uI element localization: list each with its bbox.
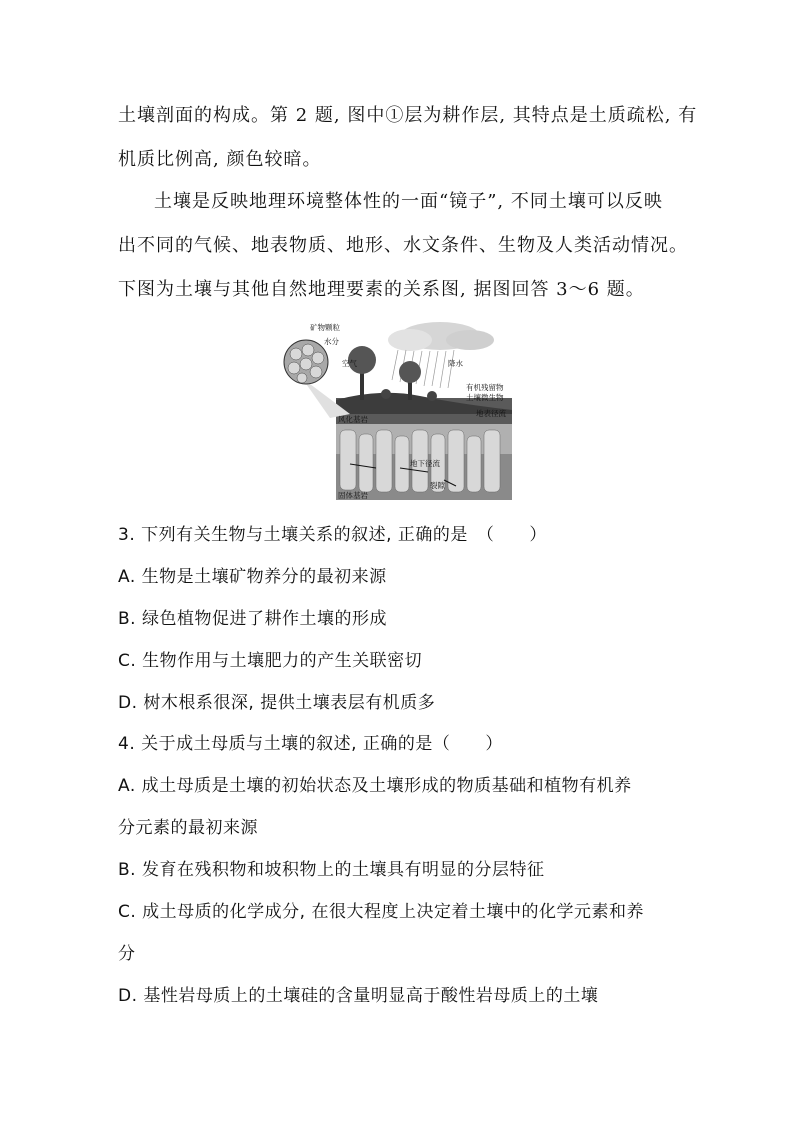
question-3-option-c: C. 生物作用与土壤肥力的产生关联密切: [118, 651, 423, 671]
intro-paragraph: [118, 94, 698, 182]
passage-line-2: 出不同的气候、地表物质、地形、水文条件、生物及人类活动情况。: [118, 235, 688, 256]
label-water: 水分: [324, 337, 339, 346]
label-weathered-rock: 风化基岩: [338, 415, 368, 424]
passage-line-1: 土壤是反映地理环境整体性的一面“镜子”, 不同土壤可以反映: [154, 191, 663, 212]
cloud-shape: [388, 322, 494, 351]
question-4-option-a: A. 成土母质是土壤的初始状态及土壤形成的物质基础和植物有机养: [118, 776, 632, 796]
question-3-option-d: D. 树木根系很深, 提供土壤表层有机质多: [118, 693, 436, 713]
passage-paragraph: [118, 180, 688, 312]
label-air: 空气: [342, 359, 357, 368]
question-4-option-d: D. 基性岩母质上的土壤硅的含量明显高于酸性岩母质上的土壤: [118, 986, 599, 1006]
label-fissure: 裂隙: [430, 481, 445, 490]
question-3-option-b: B. 绿色植物促进了耕作土壤的形成: [118, 609, 387, 629]
label-mineral: 矿物颗粒: [310, 323, 340, 332]
intro-line-2: 机质比例高, 颜色较暗。: [118, 149, 322, 170]
question-4-option-a-cont: 分元素的最初来源: [118, 818, 258, 838]
soil-relation-figure: [280, 318, 520, 504]
label-microbe: 土壤微生物: [466, 393, 504, 402]
soil-diagram-svg: [280, 318, 520, 504]
question-3-stem: 3. 下列有关生物与土壤关系的叙述, 正确的是 （ ）: [118, 525, 547, 545]
question-3-option-a: A. 生物是土壤矿物养分的最初来源: [118, 567, 387, 587]
passage-line-3: 下图为土壤与其他自然地理要素的关系图, 据图回答 3～6 题。: [118, 279, 645, 300]
label-precip: 降水: [448, 359, 463, 368]
tree-icon: [348, 346, 376, 400]
question-4-stem: 4. 关于成土母质与土壤的叙述, 正确的是（ ）: [118, 734, 503, 754]
question-4-option-b: B. 发育在残积物和坡积物上的土壤具有明显的分层特征: [118, 860, 545, 880]
label-surface-runoff: 地表径流: [476, 409, 506, 418]
label-bedrock: 固体基岩: [338, 491, 368, 500]
question-4-option-c: C. 成土母质的化学成分, 在很大程度上决定着土壤中的化学元素和养: [118, 902, 644, 922]
label-organic: 有机残留物: [466, 383, 504, 392]
label-ground-runoff: 地下径流: [410, 459, 440, 468]
intro-line-1: 土壤剖面的构成。第 2 题, 图中①层为耕作层, 其特点是土质疏松, 有: [118, 105, 698, 126]
question-4-option-c-cont: 分: [118, 944, 136, 964]
